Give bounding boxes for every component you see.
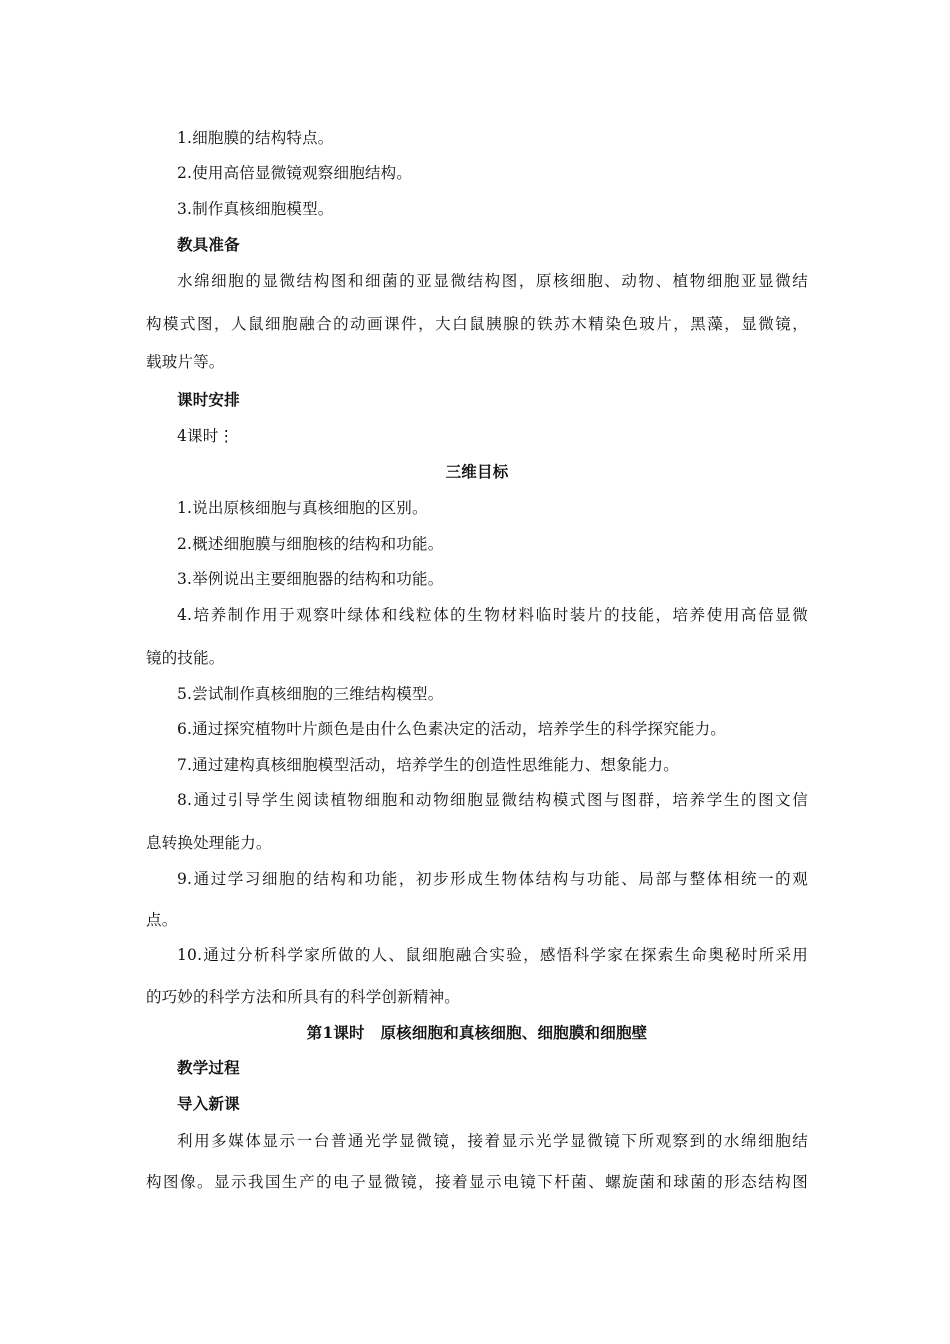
intro-heading: 导入新课 <box>177 1094 240 1113</box>
goal-line: 镜的技能。 <box>146 649 225 667</box>
paragraph-line: 构模式图，人鼠细胞融合的动画课件，大白鼠胰腺的铁苏木精染色玻片，黑藻，显微镜， <box>146 315 808 333</box>
schedule-heading: 课时安排 <box>177 390 240 409</box>
process-heading: 教学过程 <box>177 1058 240 1077</box>
goal-line: 3.举例说出主要细胞器的结构和功能。 <box>177 570 444 588</box>
goal-line: 4.培养制作用于观察叶绿体和线粒体的生物材料临时装片的技能，培养使用高倍显微 <box>177 606 808 624</box>
paragraph-line: 构图像。显示我国生产的电子显微镜，接着显示电镜下杆菌、螺旋菌和球菌的形态结构图 <box>146 1173 808 1191</box>
goal-line: 5.尝试制作真核细胞的三维结构模型。 <box>177 685 444 703</box>
goal-line: 9.通过学习细胞的结构和功能，初步形成生物体结构与功能、局部与整体相统一的观 <box>177 870 808 888</box>
goal-line: 10.通过分析科学家所做的人、鼠细胞融合实验，感悟科学家在探索生命奥秘时所采用 <box>177 946 808 964</box>
tools-heading: 教具准备 <box>177 235 240 254</box>
goal-line: 点。 <box>146 911 178 929</box>
goal-line: 8.通过引导学生阅读植物细胞和动物细胞显微结构模式图与图群，培养学生的图文信 <box>177 791 808 809</box>
goals-heading: 三维目标 <box>445 462 509 481</box>
prep-item: 1.细胞膜的结构特点。 <box>177 129 334 147</box>
goal-line: 2.概述细胞膜与细胞核的结构和功能。 <box>177 535 444 553</box>
goal-line: 息转换处理能力。 <box>146 834 272 852</box>
goal-line: 6.通过探究植物叶片颜色是由什么色素决定的活动，培养学生的科学探究能力。 <box>177 720 726 738</box>
goal-line: 1.说出原核细胞与真核细胞的区别。 <box>177 499 428 517</box>
paragraph-line: 水绵细胞的显微结构图和细菌的亚显微结构图，原核细胞、动物、植物细胞亚显微结 <box>177 272 808 290</box>
schedule-value: 4课时⋮ <box>177 427 235 445</box>
prep-item: 3.制作真核细胞模型。 <box>177 200 334 218</box>
paragraph-line: 利用多媒体显示一台普通光学显微镜，接着显示光学显微镜下所观察到的水绵细胞结 <box>177 1132 808 1150</box>
goal-line: 7.通过建构真核细胞模型活动，培养学生的创造性思维能力、想象能力。 <box>177 756 679 774</box>
prep-item: 2.使用高倍显微镜观察细胞结构。 <box>177 164 412 182</box>
paragraph-line: 载玻片等。 <box>146 353 225 371</box>
lesson-title: 第1课时 原核细胞和真核细胞、细胞膜和细胞壁 <box>306 1023 648 1042</box>
goal-line: 的巧妙的科学方法和所具有的科学创新精神。 <box>146 988 461 1006</box>
